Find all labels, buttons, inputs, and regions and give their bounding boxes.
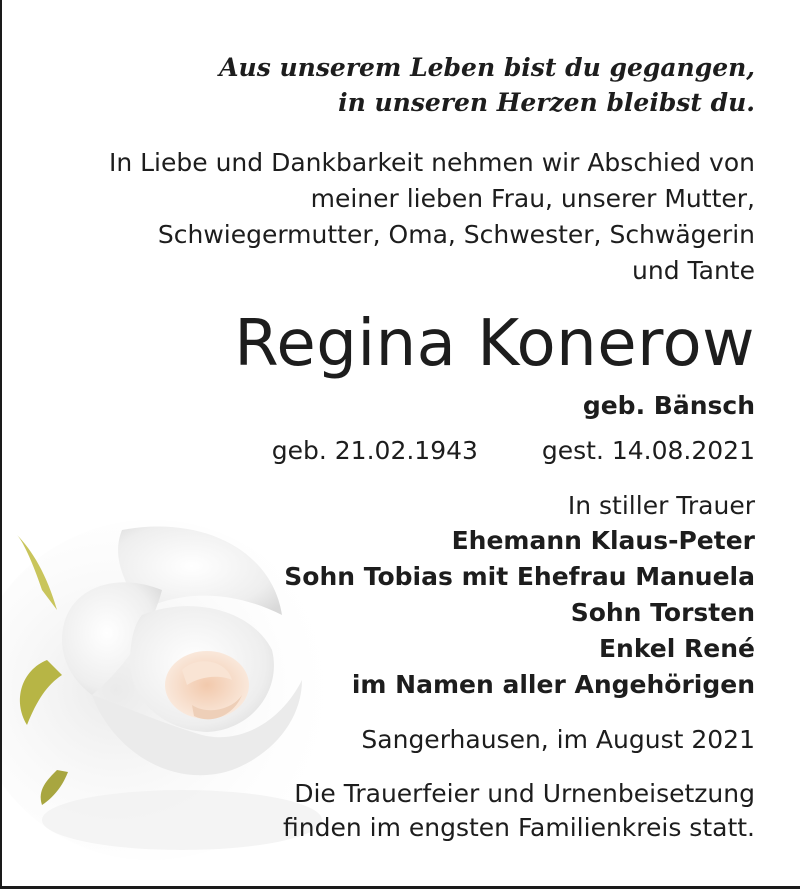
mourning-intro: In stiller Trauer [567,491,755,520]
motto-line: in unseren Herzen bleibst du. [338,88,755,117]
place-and-date: Sangerhausen, im August 2021 [361,725,755,754]
motto-quote [219,50,755,120]
notice-line: finden im engsten Familienkreis statt. [283,813,755,842]
mourner-entry: Sohn Torsten [570,598,755,627]
mourner-entry: Ehemann Klaus-Peter [451,526,755,555]
intro-line: Schwiegermutter, Oma, Schwester, Schwägerin [157,220,755,249]
farewell-intro [109,145,755,289]
intro-line: und Tante [632,256,755,285]
maiden-name: geb. Bänsch [582,391,755,420]
mourner-entry: im Namen aller Angehörigen [351,670,755,699]
mourner-entry: Sohn Tobias mit Ehefrau Manuela [284,562,755,591]
birth-date: geb. 21.02.1943 [271,436,478,465]
notice-line: Die Trauerfeier und Urnenbeisetzung [294,779,755,808]
motto-line: Aus unserem Leben bist du gegangen, [219,53,755,82]
mourners-list [284,523,755,703]
deceased-name: Regina Konerow [234,307,755,381]
death-date: gest. 14.08.2021 [541,436,755,465]
intro-line: In Liebe und Dankbarkeit nehmen wir Abschied von [108,148,755,177]
life-dates [272,433,755,469]
mourner-entry: Enkel René [598,634,755,663]
intro-line: meiner lieben Frau, unserer Mutter, [310,184,755,213]
funeral-notice [283,777,755,845]
